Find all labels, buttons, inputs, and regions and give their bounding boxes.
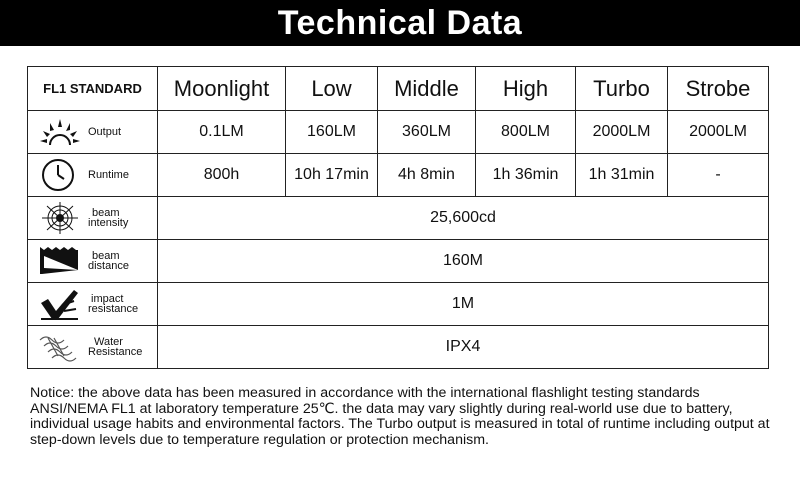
water-resistance-label-line1: Water	[94, 336, 123, 348]
beam-distance-value: 160M	[158, 240, 769, 283]
table-row-beam-distance	[28, 240, 769, 283]
standard-label: FL1 STANDARD	[28, 67, 158, 111]
table-header-row	[28, 67, 769, 111]
notice-text: Notice: the above data has been measured in accordance with the international flashlight testing standards ANSI/NEMA FL1 at laboratory temperature 25℃. the data may vary slightly during real-world use due to battery, individual usage habits and environmental factors. The Turbo output is measured in total of runtime including output at step-down levels due to temperature regulation or protection mechanism.	[30, 385, 770, 448]
beam-intensity-value: 25,600cd	[158, 197, 769, 240]
clock-icon	[38, 158, 82, 192]
output-strobe: 2000LM	[668, 111, 769, 154]
beam-intensity-label-line2: intensity	[88, 217, 129, 229]
table-row-water-resistance	[28, 326, 769, 369]
beam-intensity-label-line1: beam	[92, 207, 120, 219]
output-moonlight: 0.1LM	[158, 111, 286, 154]
mode-strobe: Strobe	[668, 67, 769, 111]
beam-intensity-label-cell	[28, 197, 158, 240]
runtime-turbo: 1h 31min	[576, 154, 668, 197]
table-row-beam-intensity	[28, 197, 769, 240]
mode-middle: Middle	[378, 67, 476, 111]
water-resistance-label-line2: Resistance	[88, 346, 143, 358]
output-label-cell	[28, 111, 158, 154]
sunburst-icon	[38, 117, 82, 147]
runtime-label-cell	[28, 154, 158, 197]
runtime-strobe: -	[668, 154, 769, 197]
water-resistance-label-cell	[28, 326, 158, 369]
runtime-low: 10h 17min	[286, 154, 378, 197]
beam-distance-label-line2: distance	[88, 260, 129, 272]
impact-resistance-value: 1M	[158, 283, 769, 326]
beam-distance-icon	[38, 244, 82, 278]
impact-resistance-label-line2: resistance	[88, 303, 139, 315]
water-resistance-value: IPX4	[158, 326, 769, 369]
runtime-moonlight: 800h	[158, 154, 286, 197]
beam-distance-label-line1: beam	[92, 250, 120, 262]
beam-distance-label-cell	[28, 240, 158, 283]
mode-turbo: Turbo	[576, 67, 668, 111]
target-icon	[38, 201, 82, 235]
output-label: Output	[88, 125, 122, 138]
water-resistance-label	[88, 337, 142, 357]
impact-resistance-label-line1: impact	[91, 293, 124, 305]
beam-distance-label	[88, 251, 129, 271]
technical-data-table	[27, 66, 769, 369]
table-row-runtime	[28, 154, 769, 197]
mode-high: High	[476, 67, 576, 111]
output-middle: 360LM	[378, 111, 476, 154]
beam-intensity-label	[88, 208, 128, 228]
impact-resistance-label	[88, 294, 138, 314]
page-title: Technical Data	[0, 0, 800, 46]
output-low: 160LM	[286, 111, 378, 154]
impact-icon	[38, 287, 82, 321]
output-turbo: 2000LM	[576, 111, 668, 154]
table-row-output	[28, 111, 769, 154]
runtime-high: 1h 36min	[476, 154, 576, 197]
output-high: 800LM	[476, 111, 576, 154]
runtime-label: Runtime	[88, 168, 129, 181]
mode-moonlight: Moonlight	[158, 67, 286, 111]
water-icon	[38, 330, 82, 364]
impact-resistance-label-cell	[28, 283, 158, 326]
table-row-impact-resistance	[28, 283, 769, 326]
runtime-middle: 4h 8min	[378, 154, 476, 197]
mode-low: Low	[286, 67, 378, 111]
